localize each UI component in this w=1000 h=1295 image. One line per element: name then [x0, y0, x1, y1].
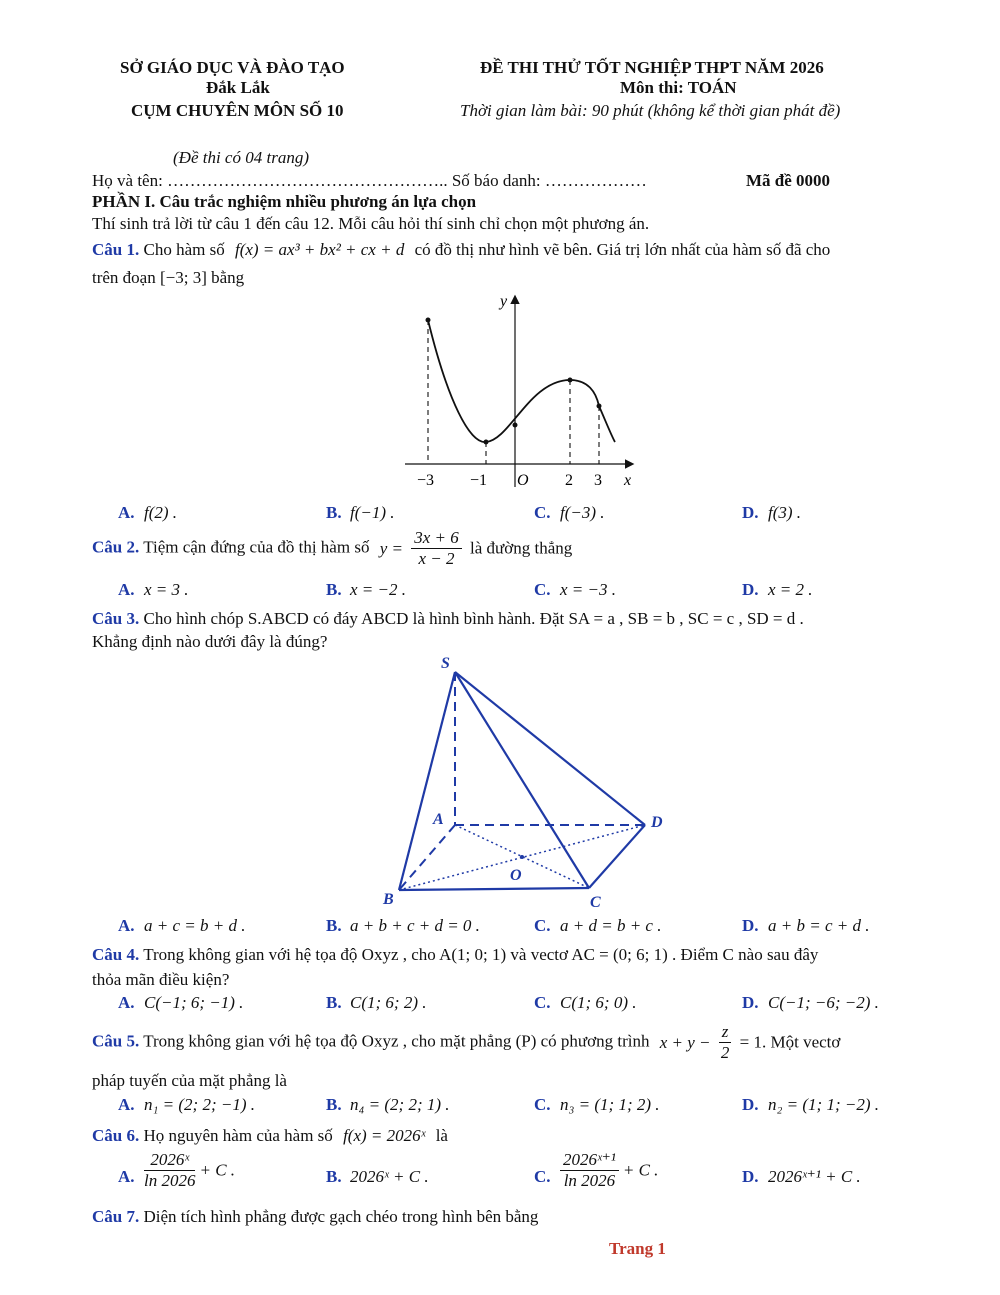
q1-pt-m3 — [426, 318, 431, 323]
q5-text-b: . Một vectơ — [761, 1032, 841, 1052]
q5-opt-d[interactable]: n₂ = (1; 1; −2) . — [768, 1095, 879, 1114]
q3-opt-b-label[interactable]: B. — [326, 916, 342, 935]
q5-line2: pháp tuyến của mặt phẳng là — [92, 1071, 287, 1090]
q5-eq-right: = 1 — [739, 1032, 762, 1052]
q6-opt-a[interactable] — [140, 1150, 235, 1191]
q2-y: y = — [379, 538, 403, 558]
q1-curve — [428, 320, 615, 442]
q4-opt-a[interactable]: C(−1; 6; −1) . — [144, 993, 244, 1012]
q1-label: Câu 1. — [92, 240, 140, 259]
q1-opt-b-label[interactable]: B. — [326, 503, 342, 522]
q3-text-a: Cho hình chóp S.ABCD có đáy ABCD là hình bình hành. Đặt SA = a , SB = b , SC = c , SD = d . — [143, 609, 804, 628]
q3-label-s: S — [441, 655, 450, 672]
q2-opt-d[interactable]: x = 2 . — [768, 580, 813, 599]
q6-opt-c[interactable] — [556, 1150, 658, 1191]
q1-opt-d-label[interactable]: D. — [742, 503, 759, 522]
q4-opt-d-label[interactable]: D. — [742, 993, 759, 1012]
q1-graph — [400, 292, 640, 492]
q1-opt-b[interactable]: f(−1) . — [350, 503, 395, 522]
q5-eq-left: x + y − — [659, 1032, 711, 1052]
q1-tick-m1: −1 — [470, 472, 488, 489]
q6-opt-b-label[interactable]: B. — [326, 1167, 342, 1186]
q7-text: Diện tích hình phẳng được gạch chéo trong hình bên bằng — [143, 1207, 539, 1226]
q1-tick-m3: −3 — [417, 472, 435, 489]
q7-label: Câu 7. — [92, 1207, 140, 1226]
q5-label: Câu 5. — [92, 1031, 140, 1051]
q1-y-label: y — [500, 293, 508, 310]
q1-line1 — [92, 240, 830, 260]
q5-opt-a-label[interactable]: A. — [118, 1095, 135, 1114]
q4-opt-d[interactable]: C(−1; −6; −2) . — [768, 993, 879, 1012]
q1-text-a: Cho hàm số — [143, 240, 225, 259]
q2-opt-a-label[interactable]: A. — [118, 580, 135, 599]
pages-note: (Đề thi có 04 trang) — [173, 148, 309, 167]
q5-opt-a[interactable]: n₁ = (2; 2; −1) . — [144, 1095, 255, 1114]
header-right-1: ĐỀ THI THỬ TỐT NGHIỆP THPT NĂM 2026 — [480, 58, 824, 77]
q6-opt-b[interactable]: 2026ˣ + C . — [350, 1167, 429, 1186]
q5-opt-b[interactable]: n₄ = (2; 2; 1) . — [350, 1095, 450, 1114]
q6-opt-a-label[interactable]: A. — [118, 1167, 135, 1186]
q4-opt-c-label[interactable]: C. — [534, 993, 551, 1012]
q1-opt-c-label[interactable]: C. — [534, 503, 551, 522]
section-title: PHẦN I. Câu trắc nghiệm nhiều phương án lựa chọn — [92, 192, 477, 211]
q1-x-label: x — [624, 472, 632, 489]
q4-label: Câu 4. — [92, 945, 140, 964]
q7-line — [92, 1207, 538, 1227]
q6-opt-c-tail: + C . — [622, 1160, 659, 1180]
q5-opt-c-label[interactable]: C. — [534, 1095, 551, 1114]
q1-formula: f(x) = ax³ + bx² + cx + d — [234, 240, 405, 259]
q1-pt-2 — [568, 378, 573, 383]
q5-eq-den: 2 — [720, 1043, 730, 1062]
q6-opt-d-label[interactable]: D. — [742, 1167, 759, 1186]
q6-opt-c-den: ln 2026 — [563, 1171, 616, 1190]
q2-den: x − 2 — [418, 549, 455, 568]
q2-fraction — [411, 528, 462, 569]
q6-opt-d[interactable]: 2026ˣ⁺¹ + C . — [768, 1167, 861, 1186]
q1-text-b: có đồ thị như hình vẽ bên. Giá trị lớn nhất của hàm số đã cho — [414, 240, 831, 259]
q2-label: Câu 2. — [92, 537, 140, 557]
q1-line2: trên đoạn [−3; 3] bằng — [92, 268, 245, 287]
q5-line1 — [92, 1022, 840, 1063]
q3-edge-sb — [399, 672, 455, 890]
q1-pt-3 — [597, 404, 602, 409]
candidate-line: Họ và tên: ………………………………………….. Số báo danh: ……………… — [92, 171, 647, 190]
q3-opt-c-label[interactable]: C. — [534, 916, 551, 935]
header-right-2: Môn thi: TOÁN — [620, 78, 737, 97]
q3-opt-a[interactable]: a + c = b + d . — [144, 916, 246, 935]
q2-opt-b-label[interactable]: B. — [326, 580, 342, 599]
q2-text-b: là đường thẳng — [470, 538, 573, 558]
header-right-3: Thời gian làm bài: 90 phút (không kể thời gian phát đề) — [460, 101, 841, 120]
q2-text-a: Tiệm cận đứng của đồ thị hàm số — [143, 537, 370, 557]
q6-text-b: là — [435, 1126, 448, 1145]
q2-line — [92, 528, 572, 569]
q3-label-b: B — [383, 891, 394, 908]
q6-opt-c-label[interactable]: C. — [534, 1167, 551, 1186]
q5-text-a: Trong không gian với hệ tọa độ Oxyz , cho mặt phẳng (P) có phương trình — [143, 1031, 650, 1051]
q2-opt-c[interactable]: x = −3 . — [560, 580, 616, 599]
q3-edge-bc — [399, 888, 589, 890]
q4-opt-a-label[interactable]: A. — [118, 993, 135, 1012]
q1-o-label: O — [517, 472, 529, 489]
section-instruction: Thí sinh trả lời từ câu 1 đến câu 12. Mỗi câu hỏi thí sinh chỉ chọn một phương án. — [92, 214, 650, 233]
q1-tick-3: 3 — [594, 472, 602, 489]
q2-opt-b[interactable]: x = −2 . — [350, 580, 406, 599]
header-left-3: CỤM CHUYÊN MÔN SỐ 10 — [131, 101, 344, 120]
q3-label-o: O — [510, 867, 522, 884]
q3-opt-d[interactable]: a + b = c + d . — [768, 916, 870, 935]
q6-opt-a-num: 2026ˣ — [144, 1150, 195, 1171]
q3-edge-sd — [455, 672, 645, 825]
q5-eq-fraction — [719, 1022, 732, 1063]
q6-opt-c-num: 2026ˣ⁺¹ — [560, 1150, 619, 1171]
q5-opt-b-label[interactable]: B. — [326, 1095, 342, 1114]
q6-opt-a-tail: + C . — [199, 1160, 236, 1180]
q3-line1 — [92, 609, 804, 629]
q3-opt-a-label[interactable]: A. — [118, 916, 135, 935]
q3-opt-d-label[interactable]: D. — [742, 916, 759, 935]
q1-pt-0 — [513, 423, 518, 428]
q1-opt-a-label[interactable]: A. — [118, 503, 135, 522]
header-left-2: Đắk Lắk — [206, 78, 270, 97]
q2-opt-c-label[interactable]: C. — [534, 580, 551, 599]
q6-label: Câu 6. — [92, 1126, 140, 1145]
q4-opt-c[interactable]: C(1; 6; 0) . — [560, 993, 637, 1012]
header-left-1: SỞ GIÁO DỤC VÀ ĐÀO TẠO — [120, 58, 345, 77]
q5-opt-d-label[interactable]: D. — [742, 1095, 759, 1114]
q2-opt-a[interactable]: x = 3 . — [144, 580, 189, 599]
q1-opt-d[interactable]: f(3) . — [768, 503, 802, 522]
q3-label-c: C — [590, 894, 601, 910]
q3-line2: Khẳng định nào dưới đây là đúng? — [92, 632, 328, 651]
q6-formula: f(x) = 2026ˣ — [343, 1126, 426, 1145]
q1-opt-c[interactable]: f(−3) . — [560, 503, 605, 522]
q4-text-a: Trong không gian với hệ tọa độ Oxyz , cho A(1; 0; 1) và vectơ AC = (0; 6; 1) . Điểm C nào sau đây — [143, 945, 819, 964]
q3-label-d: D — [651, 814, 663, 831]
q5-opt-c[interactable]: n₃ = (1; 1; 2) . — [560, 1095, 660, 1114]
q6-opt-a-frac — [144, 1150, 195, 1191]
q3-label: Câu 3. — [92, 609, 140, 628]
q4-line1 — [92, 945, 818, 965]
exam-code: Mã đề 0000 — [746, 171, 831, 190]
q2-opt-d-label[interactable]: D. — [742, 580, 759, 599]
q6-opt-c-frac — [560, 1150, 619, 1191]
q4-opt-b-label[interactable]: B. — [326, 993, 342, 1012]
q3-figure — [375, 650, 675, 910]
q4-line2: thỏa mãn điều kiện? — [92, 970, 230, 989]
q3-label-a: A — [433, 811, 444, 828]
q6-text-a: Họ nguyên hàm của hàm số — [143, 1126, 333, 1145]
q4-opt-b[interactable]: C(1; 6; 2) . — [350, 993, 427, 1012]
q5-eq-num: z — [719, 1022, 732, 1043]
q1-opt-a[interactable]: f(2) . — [144, 503, 178, 522]
q3-opt-c[interactable]: a + d = b + c . — [560, 916, 662, 935]
q3-edge-cd — [589, 825, 645, 888]
q3-point-o — [520, 855, 524, 859]
q1-pt-m1 — [484, 440, 489, 445]
q2-num: 3x + 6 — [411, 528, 462, 549]
page-number: Trang 1 — [609, 1239, 666, 1258]
q3-opt-b[interactable]: a + b + c + d = 0 . — [350, 916, 480, 935]
q1-tick-2: 2 — [565, 472, 573, 489]
q6-opt-a-den: ln 2026 — [144, 1171, 196, 1190]
q6-line — [92, 1126, 448, 1146]
